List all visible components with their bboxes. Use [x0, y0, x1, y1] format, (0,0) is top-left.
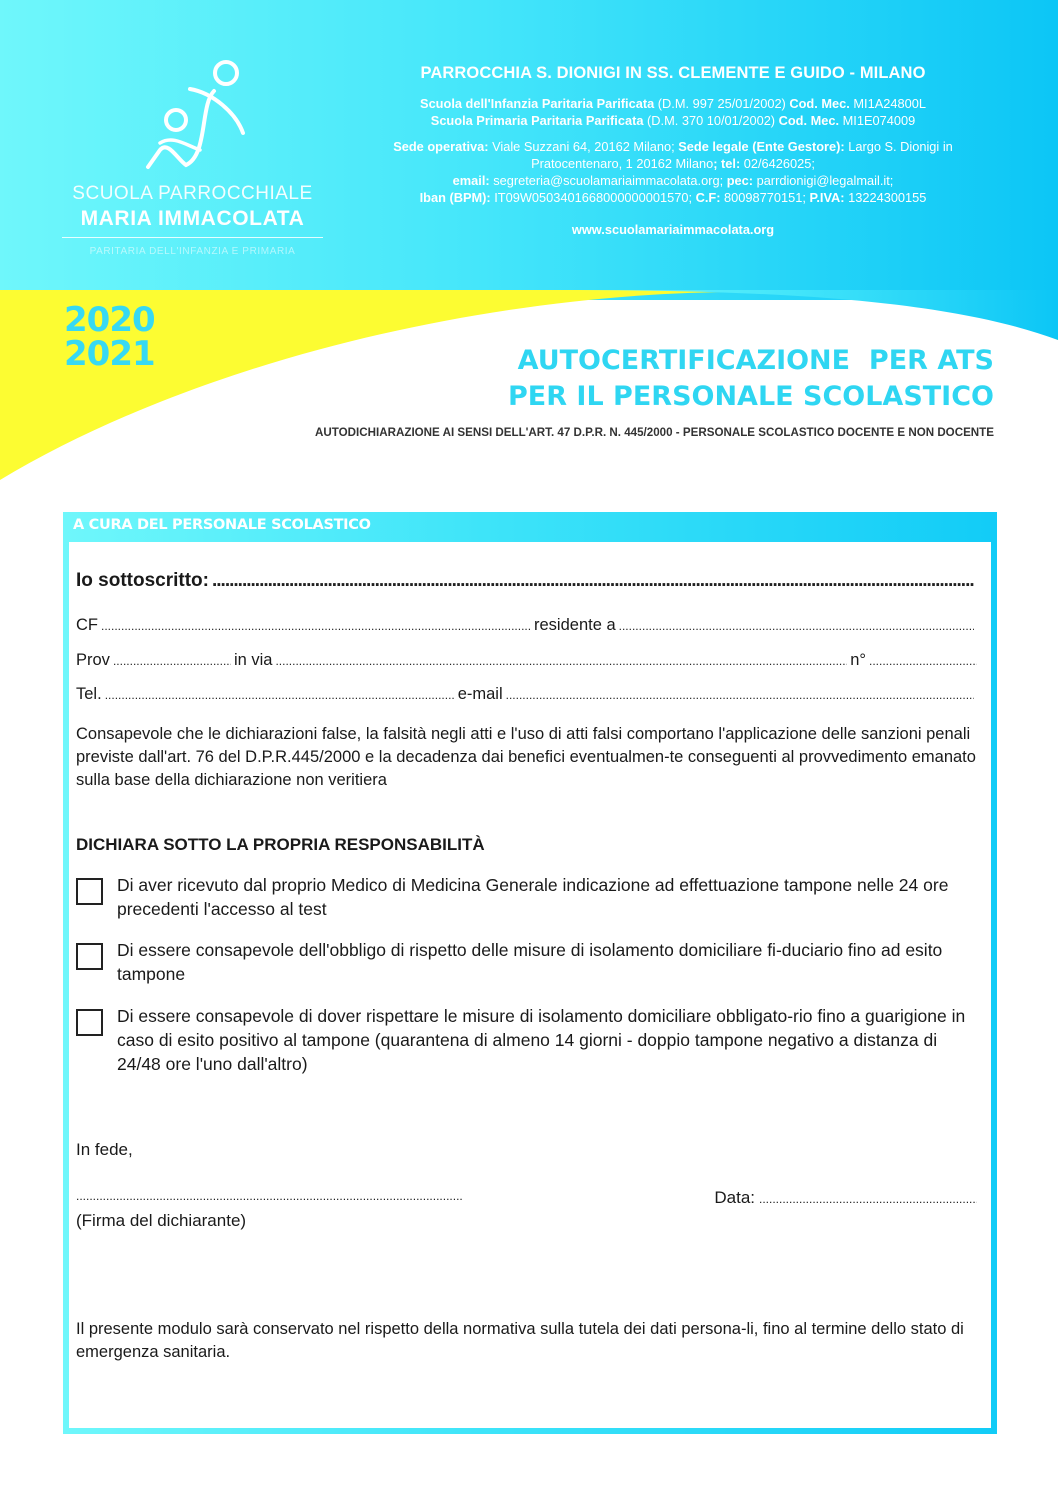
- declaration-checkbox-2[interactable]: [76, 943, 103, 970]
- school2-cod: MI1E074009: [839, 113, 916, 128]
- name-input[interactable]: [212, 570, 974, 592]
- sede-operativa: Viale Suzzani 64, 20162 Milano;: [488, 139, 679, 154]
- declaration-text-3: Di essere consapevole di dover rispettare le misure di isolamento domiciliare obbligato-rio fino a guarigione in caso di esito positivo al tampone (quarantena di almeno 14 giorni - doppio tampone negativo a distanza di 24/48 ore l'uno dall'altro): [117, 1006, 966, 1074]
- contact-row: [76, 685, 977, 704]
- tel-input[interactable]: [105, 688, 455, 702]
- form-box: [63, 512, 997, 1434]
- two-figures-logo-icon: [138, 55, 248, 173]
- school-infanzia-line: [352, 95, 994, 112]
- number-input[interactable]: [869, 654, 977, 668]
- pec-label: pec:: [726, 173, 754, 188]
- email-link[interactable]: segreteria@scuolamariaimmacolata.org;: [489, 173, 727, 188]
- document-title: [508, 343, 994, 415]
- year-start: 2020: [64, 300, 155, 340]
- form-body: [69, 542, 991, 1428]
- date-field: [714, 1188, 977, 1208]
- sede-operativa-label: Sede operativa:: [393, 139, 489, 154]
- declaration-item: [76, 873, 977, 921]
- sede-legale-label: Sede legale (Ente Gestore):: [678, 139, 845, 154]
- date-input[interactable]: [759, 1192, 977, 1206]
- email-input[interactable]: [506, 688, 974, 702]
- resident-label: residente a: [534, 616, 616, 634]
- school-logo: [60, 55, 325, 257]
- title-line-1: AUTOCERTIFICAZIONE PER ATS: [517, 345, 994, 376]
- date-label: Data:: [714, 1188, 755, 1207]
- cf-value: 80098770151;: [720, 190, 810, 205]
- street-label: in via: [233, 651, 273, 669]
- declaration-checkbox-3[interactable]: [76, 1009, 103, 1036]
- in-fede-label: In fede,: [76, 1140, 133, 1159]
- school2-cod-label: Cod. Mec.: [778, 113, 840, 128]
- privacy-paragraph: Il presente modulo sarà conservato nel rispetto della normativa sulla tutela dei dati persona-li, fino al termine dello stato di emergenza sanitaria.: [76, 1320, 964, 1361]
- document-subtitle: AUTODICHIARAZIONE AI SENSI DELL'ART. 47 D.P.R. N. 445/2000 - PERSONALE SCOLASTICO DOCENTE E NON DOCENTE: [315, 426, 994, 439]
- school1-cod-label: Cod. Mec.: [789, 96, 850, 111]
- prov-input[interactable]: [113, 654, 231, 668]
- section-header: A CURA DEL PERSONALE SCOLASTICO: [73, 517, 371, 533]
- cf-input[interactable]: [101, 619, 531, 633]
- street-input[interactable]: [275, 654, 847, 668]
- signature-input[interactable]: [76, 1189, 462, 1203]
- cf-label: C.F:: [695, 190, 721, 205]
- resident-input[interactable]: [619, 619, 974, 633]
- declaration-item: [76, 1004, 977, 1076]
- school-info: [352, 64, 994, 237]
- parish-name: PARROCCHIA S. DIONIGI IN SS. CLEMENTE E GUIDO - MILANO: [420, 64, 926, 82]
- tel-label: ; tel:: [713, 156, 741, 171]
- school-primaria-line: [352, 112, 994, 129]
- iban-value: IT09W0503401668000000001570;: [490, 190, 696, 205]
- piva-label: P.IVA:: [809, 190, 845, 205]
- pec-link[interactable]: parrdionigi@legalmail.it;: [753, 173, 894, 188]
- logo-line-2: MARIA IMMACOLATA: [80, 207, 305, 230]
- address-row: [76, 651, 977, 670]
- school1-cod: MI1A24800L: [849, 96, 926, 111]
- declaration-item: [76, 938, 977, 986]
- email-label: email:: [452, 173, 490, 188]
- logo-divider: [62, 237, 323, 238]
- name-field-row: [76, 570, 977, 592]
- number-label: n°: [850, 651, 866, 669]
- school1-name: Scuola dell'Infanzia Paritaria Parificata: [420, 96, 655, 111]
- tel-field-label: Tel.: [76, 685, 102, 703]
- school2-dm: (D.M. 370 10/01/2002): [643, 113, 779, 128]
- contacts-block: [352, 138, 994, 206]
- logo-line-3: PARITARIA DELL'INFANZIA E PRIMARIA: [89, 246, 296, 257]
- declaration-text-1: Di aver ricevuto dal proprio Medico di Medicina Generale indicazione ad effettuazione tampone nelle 24 ore precedenti l'accesso al test: [117, 875, 949, 919]
- piva-value: 13224300155: [844, 190, 927, 205]
- tel-value: 02/6426025;: [740, 156, 815, 171]
- declaration-checkbox-1[interactable]: [76, 878, 103, 905]
- declaration-text-2: Di essere consapevole dell'obbligo di rispetto delle misure di isolamento domiciliare fi-duciario fino ad esito tampone: [117, 940, 943, 984]
- year-end: 2021: [64, 334, 155, 374]
- iban-label: Iban (BPM):: [419, 190, 491, 205]
- school1-dm: (D.M. 997 25/01/2002): [654, 96, 790, 111]
- website-link[interactable]: www.scuolamariaimmacolata.org: [571, 222, 775, 237]
- cf-field-label: CF: [76, 616, 98, 634]
- school2-name: Scuola Primaria Paritaria Parificata: [430, 113, 644, 128]
- sede-legale: Largo S. Dionigi in Pratocentenaro, 1 20162 Milano: [531, 139, 953, 171]
- cf-resident-row: [76, 616, 977, 635]
- awareness-paragraph: Consapevole che le dichiarazioni false, la falsità negli atti e l'uso di atti falsi comportano l'applicazione delle sanzioni penali previste dall'art. 76 del D.P.R.445/2000 e la decadenza dai benefici eventualmen-te conseguenti al provvedimento emanato sulla base della dichiarazione non veritiera: [76, 725, 976, 789]
- school-year: [64, 300, 155, 374]
- declare-heading: DICHIARA SOTTO LA PROPRIA RESPONSABILITÀ: [76, 835, 485, 854]
- email-field-label: e-mail: [457, 685, 503, 703]
- prov-label: Prov: [76, 651, 110, 669]
- name-label: Io sottoscritto:: [76, 570, 209, 591]
- logo-line-1: SCUOLA PARROCCHIALE: [72, 183, 313, 204]
- signature-label: (Firma del dichiarante): [76, 1211, 247, 1230]
- title-line-2: PER IL PERSONALE SCOLASTICO: [507, 381, 994, 412]
